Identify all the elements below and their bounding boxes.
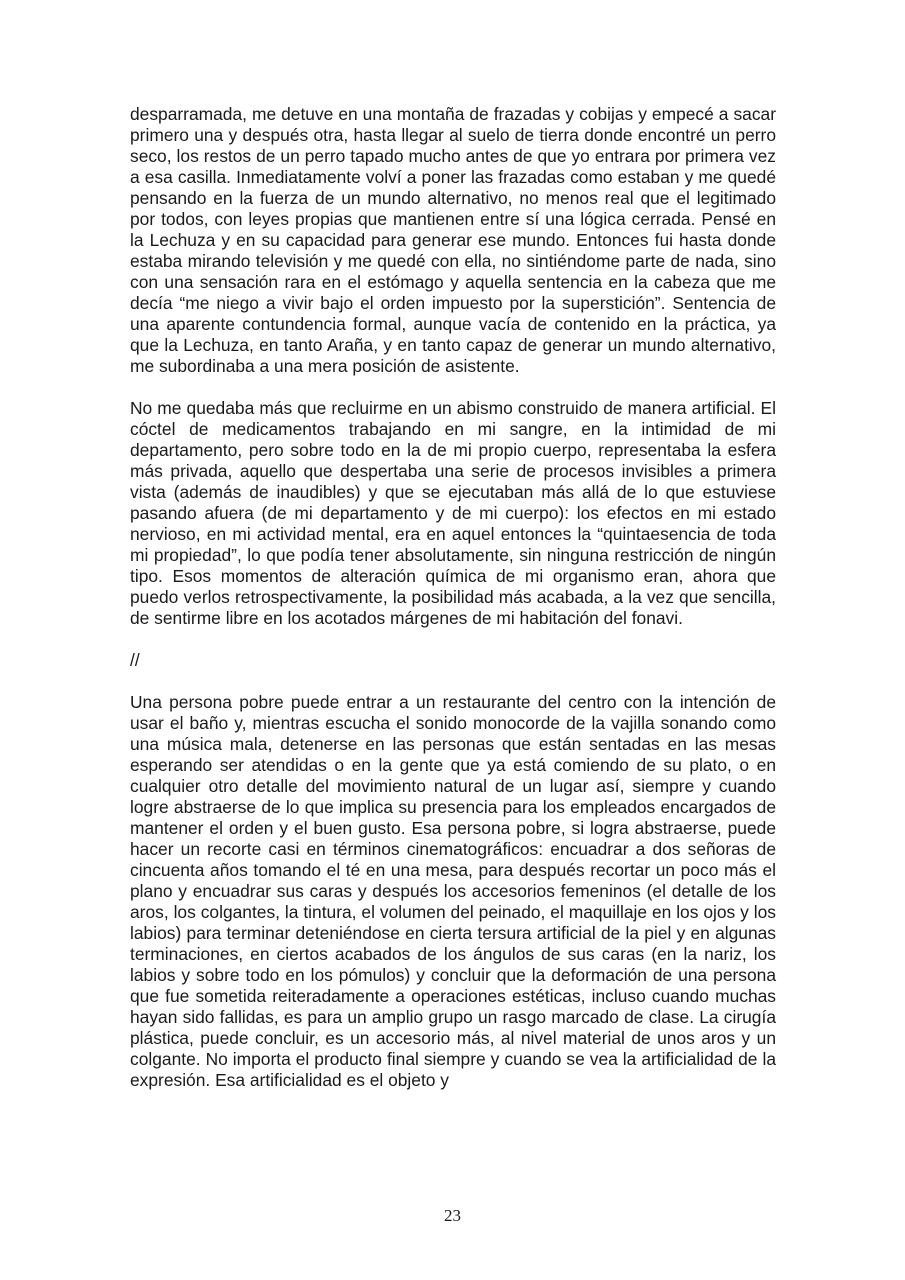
paragraph-1: desparramada, me detuve en una montaña de frazadas y cobijas y empecé a sacar primero una y después otra, hasta llegar al suelo de tierra donde encontré un perro seco, los restos de un perro tapado mucho antes de que yo entrara por primera vez a esa casilla. Inmediatamente volví a poner las frazadas como estaban y me quedé pensando en la fuerza de un mundo alternativo, no menos real que el legitimado por todos, con leyes propias que mantienen entre sí una lógica cerrada. Pensé en la Lechuza y en su capacidad para generar ese mundo. Entonces fui hasta donde estaba mirando televisión y me quedé con ella, no sintiéndome parte de nada, sino con una sensación rara en el estómago y aquella sentencia en la cabeza que me decía “me niego a vivir bajo el orden impuesto por la superstición”. Sentencia de una aparente contundencia formal, aunque vacía de contenido en la práctica, ya que la Lechuza, en tanto Araña, y en tanto capaz de generar un mundo alternativo, me subordinaba a una mera posición de asistente. [130,104,776,376]
body-text [130,104,776,1112]
paragraph-2: No me quedaba más que recluirme en un abismo construido de manera artificial. El cóctel de medicamentos trabajando en mi sangre, en la intimidad de mi departamento, pero sobre todo en la de mi propio cuerpo, representaba la esfera más privada, aquello que despertaba una serie de procesos invisibles a primera vista (además de inaudibles) y que se ejecutaban más allá de lo que estuviese pasando afuera (de mi departamento y de mi cuerpo): los efectos en mi estado nervioso, en mi actividad mental, era en aquel entonces la “quintaesencia de toda mi propiedad”, lo que podía tener absolutamente, sin ninguna restricción de ningún tipo. Esos momentos de alteración química de mi organismo eran, ahora que puedo verlos retrospectivamente, la posibilidad más acabada, a la vez que sencilla, de sentirme libre en los acotados márgenes de mi habitación del fonavi. [130,398,776,628]
section-separator: // [130,650,140,670]
page-number: 23 [444,1206,461,1225]
paragraph-3: Una persona pobre puede entrar a un restaurante del centro con la intención de usar el baño y, mientras escucha el sonido monocorde de la vajilla sonando como una música mala, detenerse en las personas que están sentadas en las mesas esperando ser atendidas o en la gente que ya está comiendo de su plato, o en cualquier otro detalle del movimiento natural de un lugar así, siempre y cuando logre abstraerse de lo que implica su presencia para los empleados encargados de mantener el orden y el buen gusto. Esa persona pobre, si logra abstraerse, puede hacer un recorte casi en términos cinematográficos: encuadrar a dos señoras de cincuenta años tomando el té en una mesa, para después recortar un poco más el plano y encuadrar sus caras y después los accesorios femeninos (el detalle de los aros, los colgantes, la tintura, el volumen del peinado, el maquillaje en los ojos y los labios) para terminar deteniéndose en cierta tersura artificial de la piel y en algunas terminaciones, en ciertos acabados de los ángulos de sus caras (en la nariz, los labios y sobre todo en los pómulos) y concluir que la deformación de una persona que fue sometida reiteradamente a operaciones estéticas, incluso cuando muchas hayan sido fallidas, es para un amplio grupo un rasgo marcado de clase. La cirugía plástica, puede concluir, es un accesorio más, al nivel material de unos aros y un colgante. No importa el producto final siempre y cuando se vea la artificialidad de la expresión. Esa artificialidad es el objeto y [130,692,776,1090]
